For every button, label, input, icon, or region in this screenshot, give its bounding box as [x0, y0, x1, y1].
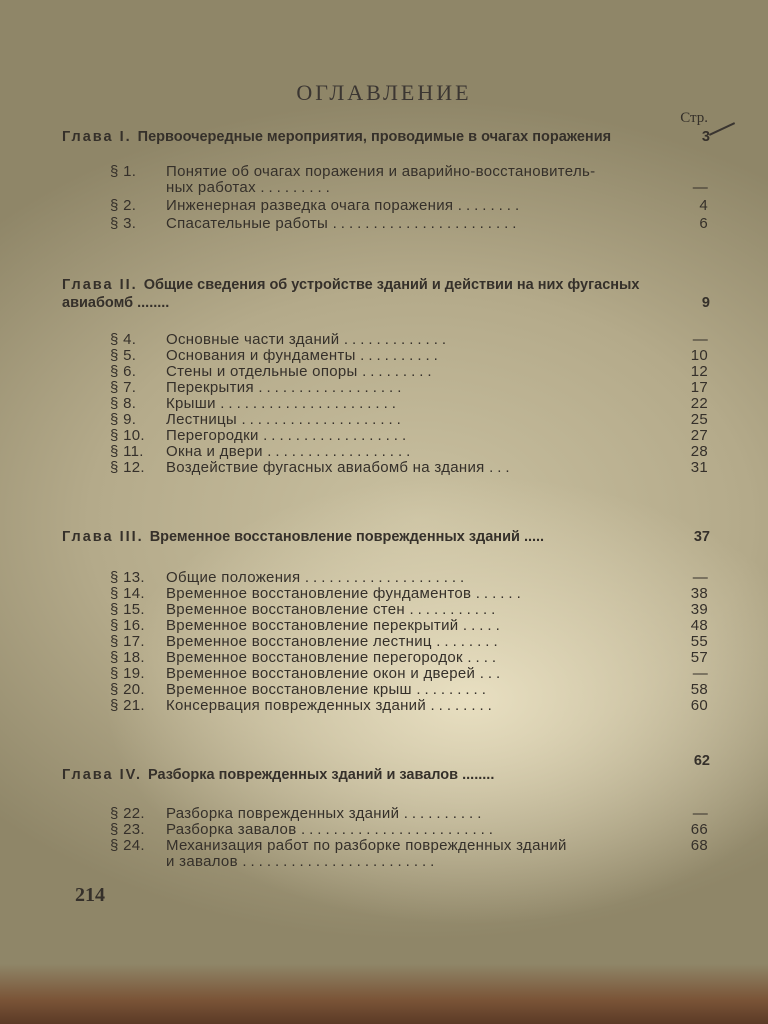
toc-entry: § 11. Окна и двери .................. 28	[110, 443, 708, 460]
section-number: § 8.	[110, 395, 137, 412]
section-number: § 10.	[110, 427, 145, 444]
toc-entry: § 4. Основные части зданий ............. —	[110, 331, 708, 348]
toc-entry: § 21. Консервация поврежденных зданий ........ 60	[110, 697, 708, 714]
section-title-continuation: и завалов	[166, 853, 238, 870]
section-page: 57	[690, 649, 708, 666]
section-number: § 1.	[110, 163, 137, 180]
section-title: Разборка завалов	[166, 821, 297, 838]
toc-entry: § 20. Временное восстановление крыш ......... 58	[110, 681, 708, 698]
toc-entry: § 14. Временное восстановление фундаментов ...... 38	[110, 585, 708, 602]
toc-entry: § 1. Понятие об очагах поражения и аварийно-восстановитель- ных работах ......... —	[110, 163, 708, 196]
section-number: § 5.	[110, 347, 137, 364]
section-title: Перекрытия	[166, 379, 254, 396]
section-page: 60	[690, 697, 708, 714]
section-title: Временное восстановление окон и дверей	[166, 665, 476, 682]
section-number: § 17.	[110, 633, 145, 650]
section-title: Временное восстановление стен	[166, 601, 405, 618]
chapter-page: 62	[693, 753, 710, 769]
section-page: 48	[690, 617, 708, 634]
section-page: 38	[690, 585, 708, 602]
section-title: Временное восстановление перекрытий	[166, 617, 459, 634]
chapter-label: Глава II.	[62, 277, 138, 293]
section-page: —	[692, 665, 708, 682]
toc-entry: § 6. Стены и отдельные опоры ......... 12	[110, 363, 708, 380]
chapter-label: Глава IV.	[62, 767, 142, 783]
section-page: —	[692, 179, 708, 196]
section-title-continuation: ных работах	[166, 179, 256, 196]
section-number: § 7.	[110, 379, 137, 396]
section-page: 4	[699, 197, 708, 214]
section-page: 22	[690, 395, 708, 412]
section-page: 6	[699, 215, 708, 232]
section-page: 12	[690, 363, 708, 380]
section-page: —	[692, 805, 708, 822]
toc-entry: § 19. Временное восстановление окон и дверей ... —	[110, 665, 708, 682]
chapter-page: 3	[701, 129, 710, 145]
section-page: 25	[690, 411, 708, 428]
section-title: Перегородки	[166, 427, 259, 444]
toc-entry: § 10. Перегородки .................. 27	[110, 427, 708, 444]
section-number: § 22.	[110, 805, 145, 822]
section-number: § 23.	[110, 821, 145, 838]
section-page: —	[692, 569, 708, 586]
chapter-title: Временное восстановление поврежденных зданий	[149, 529, 520, 545]
section-number: § 9.	[110, 411, 137, 428]
section-page: 28	[690, 443, 708, 460]
page-number: 214	[75, 884, 105, 906]
toc-entry: § 16. Временное восстановление перекрытий ..... 48	[110, 617, 708, 634]
section-title: Понятие об очагах поражения и аварийно-восстановитель-	[166, 163, 596, 180]
chapter-3-heading: Глава III. Временное восстановление поврежденных зданий ..... 37	[62, 529, 710, 545]
section-title: Общие положения	[166, 569, 301, 586]
section-number: § 14.	[110, 585, 145, 602]
toc-entry: § 24. Механизация работ по разборке поврежденных зданий и завалов ........................ 68	[110, 837, 708, 870]
chapter-title: Общие сведения об устройстве зданий и действии на них фугасных авиабомб	[62, 277, 640, 311]
section-page: 66	[690, 821, 708, 838]
section-page: —	[692, 331, 708, 348]
toc-entry: § 22. Разборка поврежденных зданий .......... —	[110, 805, 708, 822]
section-number: § 21.	[110, 697, 145, 714]
chapter-label: Глава I.	[62, 129, 132, 145]
section-title: Механизация работ по разборке поврежденных зданий	[166, 837, 567, 854]
section-title: Временное восстановление лестниц	[166, 633, 432, 650]
chapter-label: Глава III.	[62, 529, 144, 545]
section-number: § 16.	[110, 617, 145, 634]
section-page: 55	[690, 633, 708, 650]
chapter-4-heading: Глава IV. Разборка поврежденных зданий и завалов ........ 62	[62, 753, 710, 783]
section-page: 31	[690, 459, 708, 476]
section-title: Лестницы	[166, 411, 237, 428]
section-number: § 2.	[110, 197, 137, 214]
section-number: § 19.	[110, 665, 145, 682]
chapter-1-heading	[62, 128, 710, 146]
section-title: Воздействие фугасных авиабомб на здания	[166, 459, 485, 476]
toc-entry: § 18. Временное восстановление перегородок .... 57	[110, 649, 708, 666]
section-page: 58	[690, 681, 708, 698]
section-number: § 24.	[110, 837, 145, 854]
section-title: Временное восстановление перегородок	[166, 649, 463, 666]
chapter-page: 9	[701, 295, 710, 311]
toc-entry: § 3. Спасательные работы ....................... 6	[110, 215, 708, 232]
section-page: 68	[690, 837, 708, 854]
pencil-tick-mark	[709, 122, 735, 136]
section-number: § 6.	[110, 363, 137, 380]
section-number: § 11.	[110, 443, 144, 460]
section-number: § 3.	[110, 215, 137, 232]
chapter-title: Разборка поврежденных зданий и завалов	[148, 767, 459, 783]
section-number: § 18.	[110, 649, 145, 666]
section-page: 27	[690, 427, 708, 444]
section-title: Инженерная разведка очага поражения	[166, 197, 454, 214]
section-number: § 15.	[110, 601, 145, 618]
section-title: Стены и отдельные опоры	[166, 363, 358, 380]
toc-entry: § 9. Лестницы .................... 25	[110, 411, 708, 428]
toc-entry: § 8. Крыши ...................... 22	[110, 395, 708, 412]
page-title: ОГЛАВЛЕНИЕ	[296, 80, 472, 105]
section-title: Основания и фундаменты	[166, 347, 356, 364]
toc-entry: § 2. Инженерная разведка очага поражения ........ 4	[110, 197, 708, 214]
section-number: § 4.	[110, 331, 137, 348]
section-page: 17	[690, 379, 708, 396]
section-page: 10	[690, 347, 708, 364]
section-title: Консервация поврежденных зданий	[166, 697, 427, 714]
section-number: § 13.	[110, 569, 145, 586]
section-title: Окна и двери	[166, 443, 263, 460]
section-title: Спасательные работы	[166, 215, 329, 232]
toc-entry: § 23. Разборка завалов ........................ 66	[110, 821, 708, 838]
toc-entry: § 17. Временное восстановление лестниц ........ 55	[110, 633, 708, 650]
toc-entry: § 12. Воздействие фугасных авиабомб на здания ... 31	[110, 459, 708, 476]
toc-entry: § 15. Временное восстановление стен ........... 39	[110, 601, 708, 618]
toc-entry: § 13. Общие положения .................... —	[110, 569, 708, 586]
section-title: Крыши	[166, 395, 216, 412]
section-title: Основные части зданий	[166, 331, 340, 348]
toc-entry: § 5. Основания и фундаменты .......... 10	[110, 347, 708, 364]
toc-entry: § 7. Перекрытия .................. 17	[110, 379, 708, 396]
section-page: 39	[690, 601, 708, 618]
chapter-title: Первоочередные мероприятия, проводимые в очагах поражения	[137, 129, 612, 145]
section-title: Временное восстановление фундаментов	[166, 585, 472, 602]
page-column-header: Стр.	[680, 110, 708, 126]
section-number: § 12.	[110, 459, 145, 476]
chapter-page: 37	[693, 529, 710, 545]
section-number: § 20.	[110, 681, 145, 698]
section-title: Временное восстановление крыш	[166, 681, 412, 698]
section-title: Разборка поврежденных зданий	[166, 805, 400, 822]
chapter-2-heading: Глава II. Общие сведения об устройстве зданий и действии на них фугасных авиабомб ........ 9	[62, 277, 710, 311]
